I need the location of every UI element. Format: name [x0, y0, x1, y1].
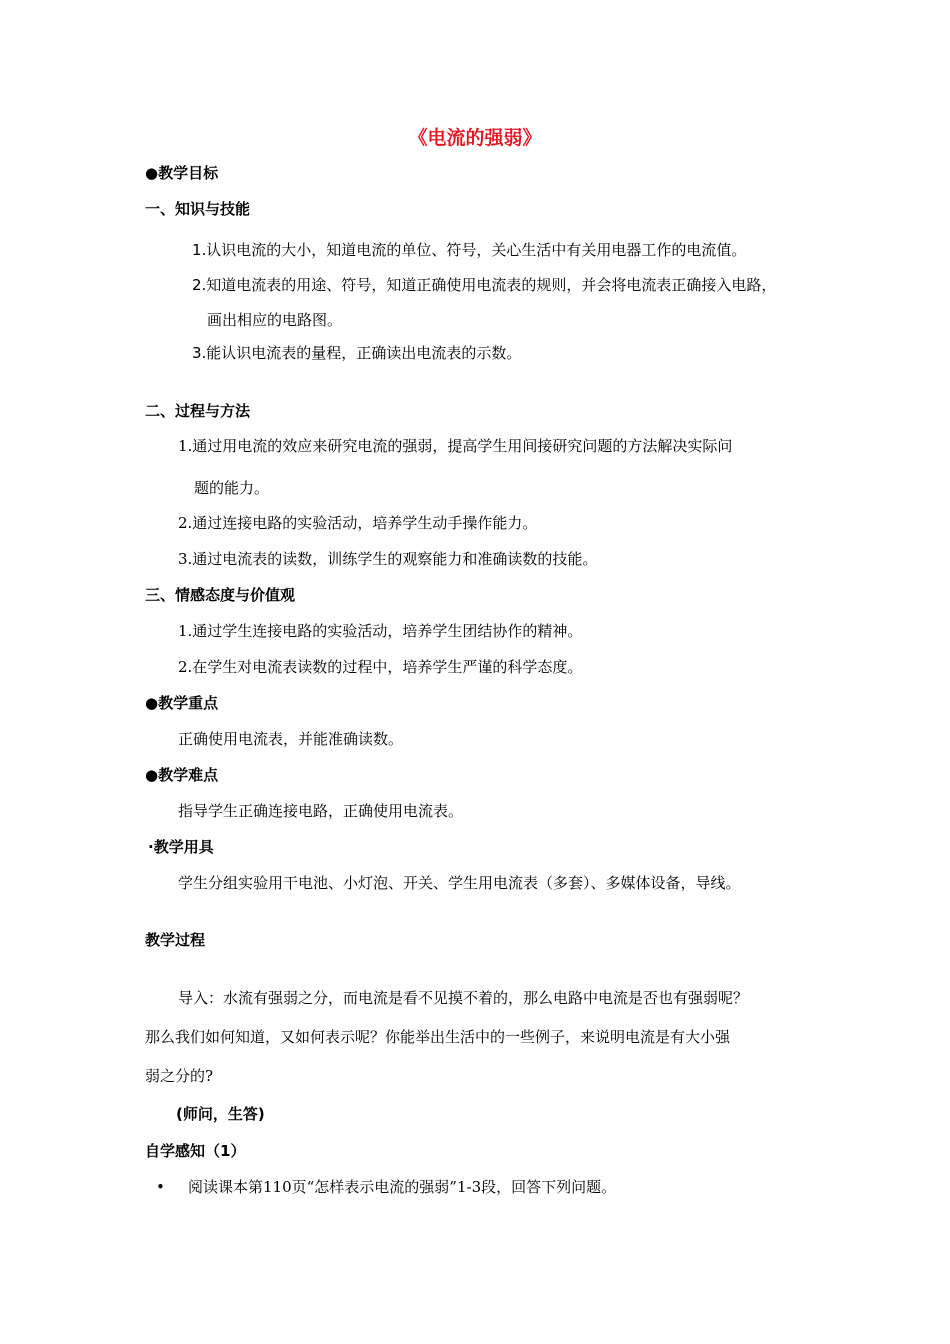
intro-line-3: 弱之分的? — [145, 1067, 214, 1085]
key-point-text: 正确使用电流表，并能准确读数。 — [178, 730, 404, 748]
teacher-student-note: (师问，生答) — [176, 1105, 265, 1123]
process-heading: 二、过程与方法 — [145, 402, 251, 420]
attitude-heading: 三、情感态度与价值观 — [145, 586, 296, 604]
intro-line-2: 那么我们如何知道，又如何表示呢？你能举出生活中的一些例子，来说明电流是有大小强 — [145, 1028, 731, 1046]
objectives-heading: ●教学目标 — [145, 164, 219, 182]
knowledge-heading: 一、知识与技能 — [145, 200, 251, 218]
process-item-1-cont: 题的能力。 — [194, 479, 270, 497]
tools-text: 学生分组实验用干电池、小灯泡、开关、学生用电流表（多套）、多媒体设备，导线。 — [178, 874, 741, 892]
knowledge-item-3: 3.能认识电流表的量程，正确读出电流表的示数。 — [192, 344, 522, 362]
self-study-item: 阅读课本第110页“怎样表示电流的强弱”1-3段，回答下列问题。 — [188, 1178, 617, 1196]
self-study-heading: 自学感知（1） — [145, 1142, 246, 1160]
knowledge-item-2-cont: 画出相应的电路图。 — [207, 311, 343, 329]
knowledge-item-1: 1.认识电流的大小，知道电流的单位、符号，关心生活中有关用电器工作的电流值。 — [192, 241, 747, 259]
document-title: 《电流的强弱》 — [408, 127, 542, 149]
attitude-item-2: 2.在学生对电流表读数的过程中，培养学生严谨的科学态度。 — [178, 658, 583, 676]
difficulty-text: 指导学生正确连接电路，正确使用电流表。 — [178, 802, 464, 820]
tools-heading: ·教学用具 — [148, 838, 214, 856]
teaching-process-heading: 教学过程 — [145, 931, 206, 949]
attitude-item-1: 1.通过学生连接电路的实验活动，培养学生团结协作的精神。 — [178, 622, 583, 640]
process-item-2: 2.通过连接电路的实验活动，培养学生动手操作能力。 — [178, 514, 538, 532]
knowledge-item-2: 2.知道电流表的用途、符号，知道正确使用电流表的规则，并会将电流表正确接入电路， — [192, 276, 777, 294]
difficulty-heading: ●教学难点 — [145, 766, 219, 784]
bullet-icon: • — [156, 1178, 165, 1196]
process-item-1: 1.通过用电流的效应来研究电流的强弱，提高学生用间接研究问题的方法解决实际问 — [178, 437, 733, 455]
intro-line-1: 导入：水流有强弱之分，而电流是看不见摸不着的，那么电路中电流是否也有强弱呢？ — [178, 989, 749, 1007]
process-item-3: 3.通过电流表的读数，训练学生的观察能力和准确读数的技能。 — [178, 550, 598, 568]
key-point-heading: ●教学重点 — [145, 694, 219, 712]
